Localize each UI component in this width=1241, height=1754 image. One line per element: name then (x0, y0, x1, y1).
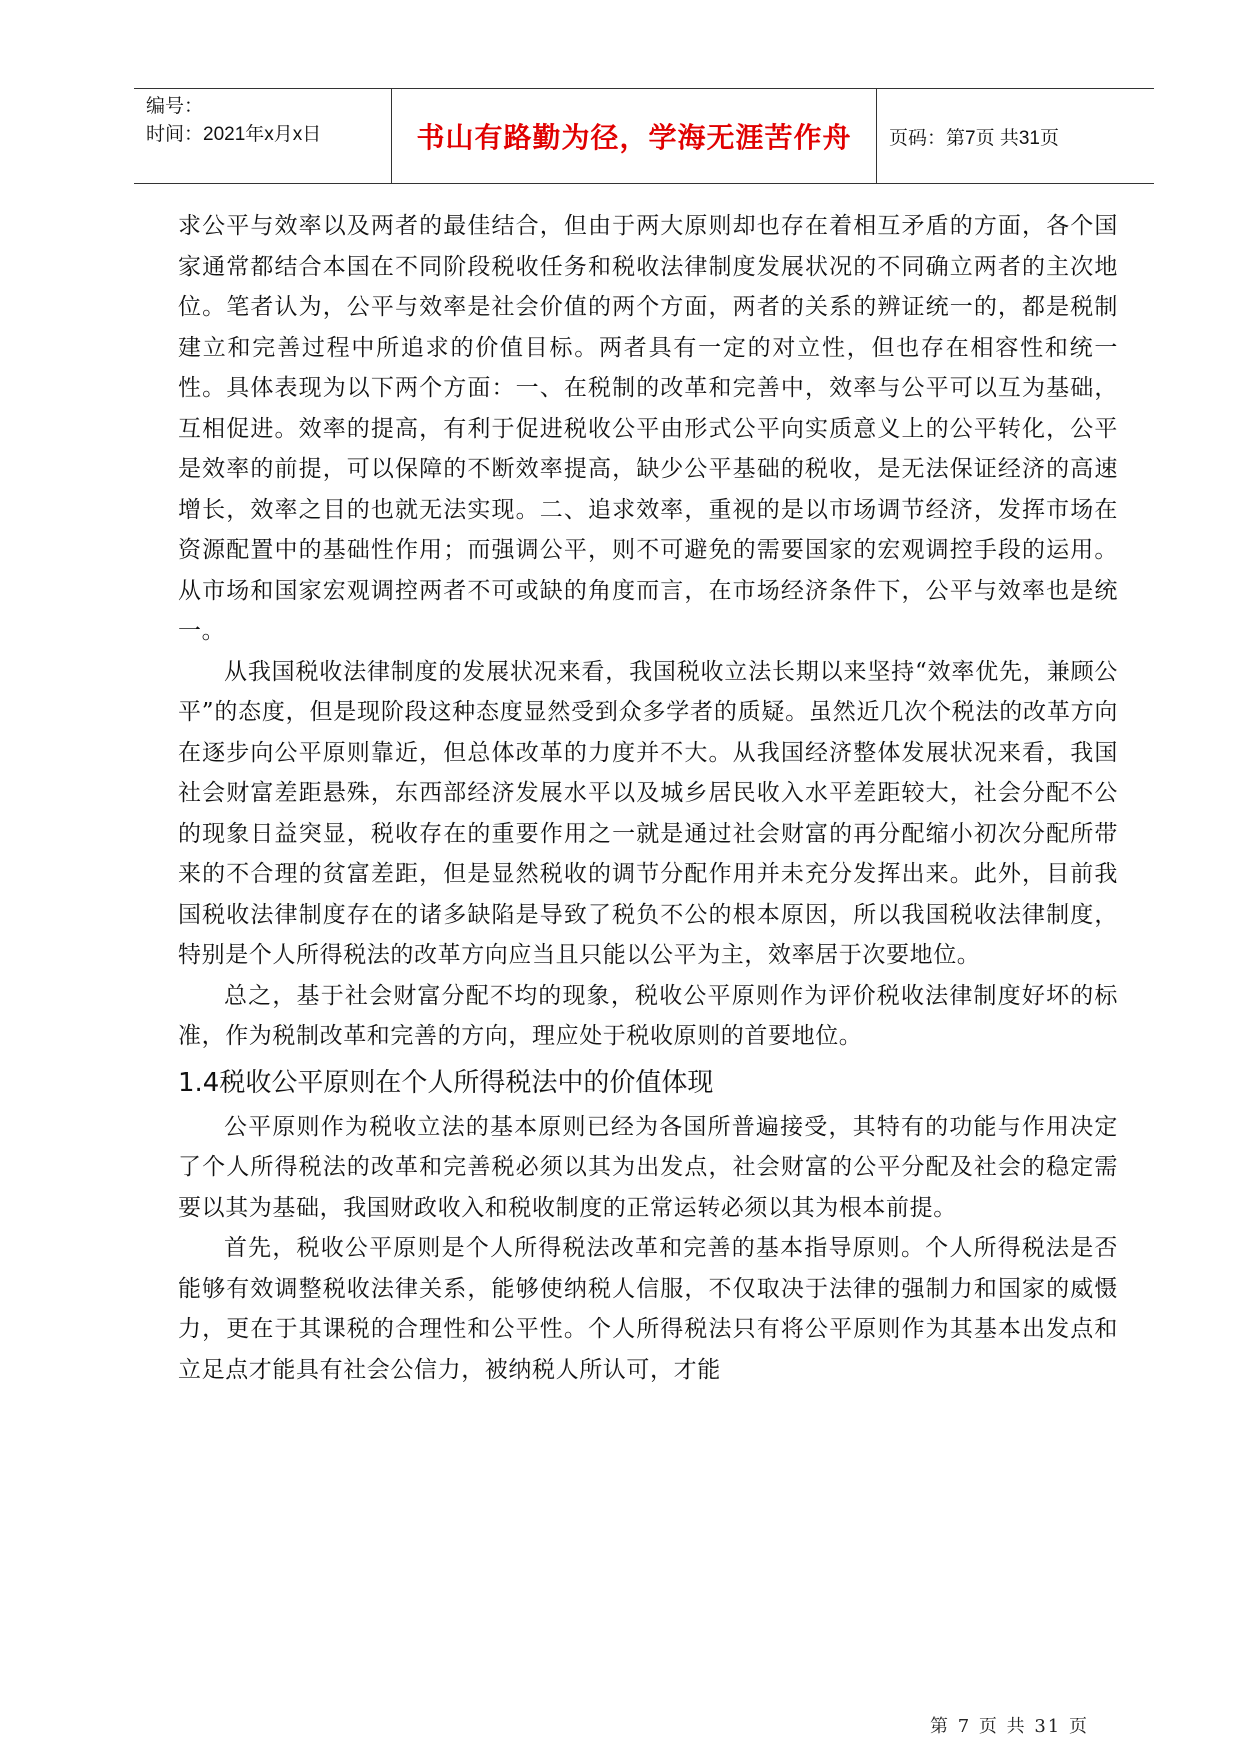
page-header (134, 88, 1154, 184)
paragraph-3: 总之，基于社会财富分配不均的现象，税收公平原则作为评价税收法律制度好坏的标准，作为税制改革和完善的方向，理应处于税收原则的首要地位。 (178, 982, 1118, 1049)
page-footer: 第 7 页 共 31 页 (930, 1716, 1089, 1737)
header-page-label: 页码：第7页 共31页 (889, 127, 1059, 149)
document-body (178, 206, 1118, 1390)
paragraph-4: 公平原则作为税收立法的基本原则已经为各国所普遍接受，其特有的功能与作用决定了个人所得税法的改革和完善税必须以其为出发点，社会财富的公平分配及社会的稳定需要以其为基础，我国财政收入和税收制度的正常运转必须以其为根本前提。 (178, 1113, 1118, 1221)
header-motto: 书山有路勤为径，学海无涯苦作舟 (392, 89, 877, 183)
paragraph-1: 求公平与效率以及两者的最佳结合，但由于两大原则却也存在着相互矛盾的方面，各个国家通常都结合本国在不同阶段税收任务和税收法律制度发展状况的不同确立两者的主次地位。笔者认为，公平与效率是社会价值的两个方面，两者的关系的辨证统一的，都是税制建立和完善过程中所追求的价值目标。两者具有一定的对立性，但也存在相容性和统一性。具体表现为以下两个方面：一、在税制的改革和完善中，效率与公平可以互为基础，互相促进。效率的提高，有利于促进税收公平由形式公平向实质意义上的公平转化，公平是效率的前提，可以保障的不断效率提高，缺少公平基础的税收，是无法保证经济的高速增长，效率之目的也就无法实现。二、追求效率，重视的是以市场调节经济，发挥市场在资源配置中的基础性作用；而强调公平，则不可避免的需要国家的宏观调控手段的运用。从市场和国家宏观调控两者不可或缺的角度而言，在市场经济条件下，公平与效率也是统一。 (178, 213, 1118, 644)
paragraph-5: 首先，税收公平原则是个人所得税法改革和完善的基本指导原则。个人所得税法是否能够有效调整税收法律关系，能够使纳税人信服，不仅取决于法律的强制力和国家的威慑力，更在于其课税的合理性和公平性。个人所得税法只有将公平原则作为其基本出发点和立足点才能具有社会公信力，被纳税人所认可，才能 (178, 1235, 1118, 1383)
section-heading: 1.4税收公平原则在个人所得税法中的价值体现 (178, 1067, 714, 1098)
header-meta (134, 89, 392, 183)
paragraph-2: 从我国税收法律制度的发展状况来看，我国税收立法长期以来坚持“效率优先，兼顾公平”的态度，但是现阶段这种态度显然受到众多学者的质疑。虽然近几次个税法的改革方向在逐步向公平原则靠近，但总体改革的力度并不大。从我国经济整体发展状况来看，我国社会财富差距悬殊，东西部经济发展水平以及城乡居民收入水平差距较大，社会分配不公的现象日益突显，税收存在的重要作用之一就是通过社会财富的再分配缩小初次分配所带来的不合理的贫富差距，但是显然税收的调节分配作用并未充分发挥出来。此外，目前我国税收法律制度存在的诸多缺陷是导致了税负不公的根本原因，所以我国税收法律制度，特别是个人所得税法的改革方向应当且只能以公平为主，效率居于次要地位。 (178, 658, 1118, 968)
document-time-label: 时间：2021年x月x日 (146, 124, 322, 145)
document-number-label: 编号： (146, 96, 204, 117)
